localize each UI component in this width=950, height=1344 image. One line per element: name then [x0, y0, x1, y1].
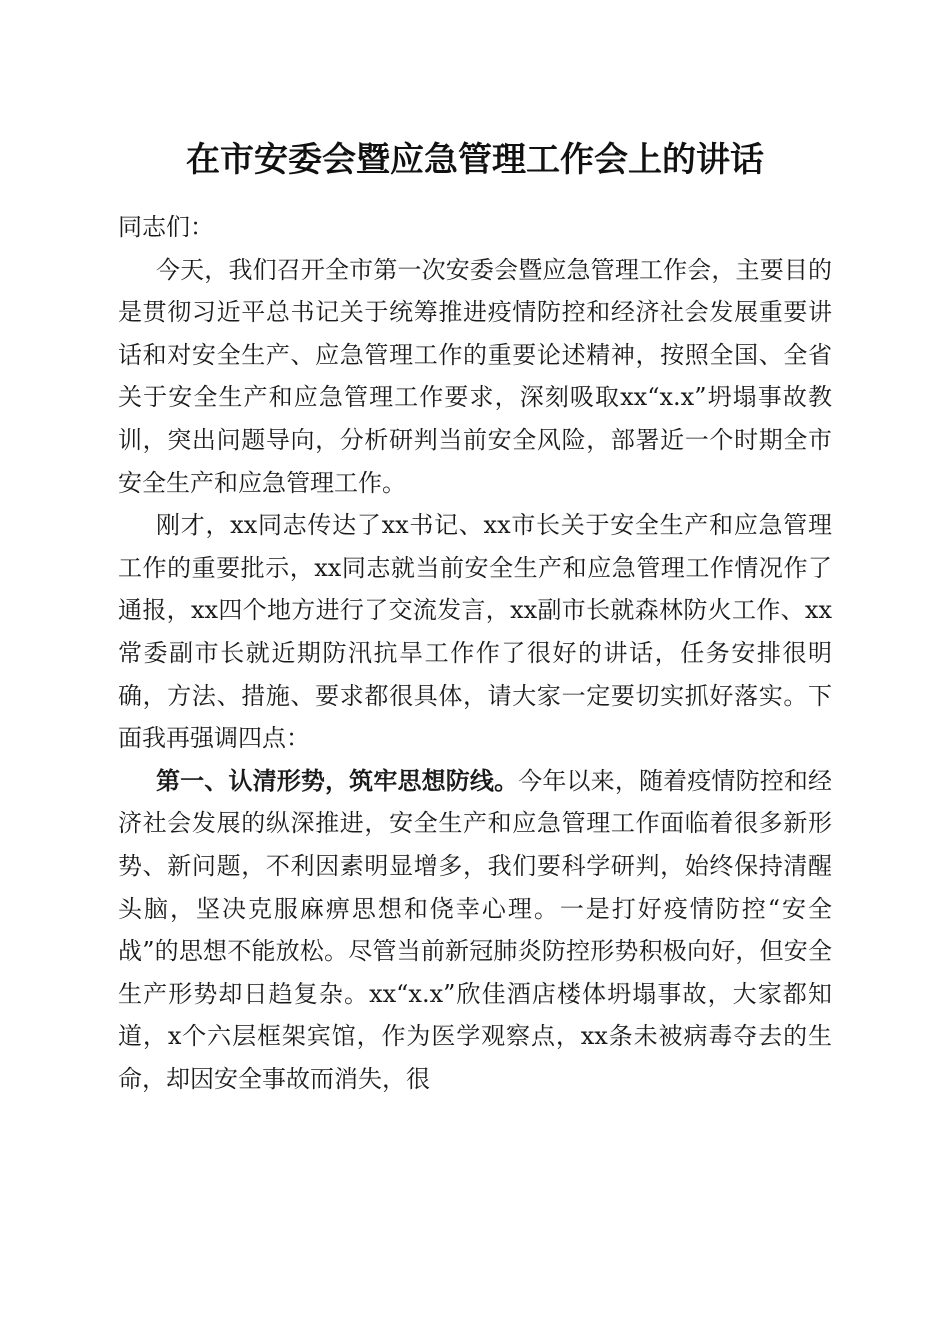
salutation: 同志们：: [118, 213, 214, 241]
paragraph-review: [118, 504, 832, 760]
paragraph-point-one-text: 今年以来，随着疫情防控和经济社会发展的纵深推进，安全生产和应急管理工作面临着很多新形势、新问题，不利因素明显增多，我们要科学研判，始终保持清醒头脑，坚决克服麻痹思想和侥幸心理。一是打好疫情防控“安全战”的思想不能放松。尽管当前新冠肺炎防控形势积极向好，但安全生产形势却日趋复杂。xx“x.x”欣佳酒店楼体坍塌事故，大家都知道，x个六层框架宾馆，作为医学观察点，xx条未被病毒夺去的生命，却因安全事故而消失，很: [118, 766, 833, 1093]
paragraph-review-text: 刚才，xx同志传达了xx书记、xx市长关于安全生产和应急管理工作的重要批示，xx同志就当前安全生产和应急管理工作情况作了通报，xx四个地方进行了交流发言，xx副市长就森林防火工作、xx常委副市长就近期防汛抗旱工作作了很好的讲话，任务安排很明确，方法、措施、要求都很具体，请大家一定要切实抓好落实。下面我再强调四点：: [118, 511, 832, 753]
paragraph-point-one-heading: 第一、认清形势，筑牢思想防线。: [156, 765, 519, 795]
paragraph-opening-text: 今天，我们召开全市第一次安委会暨应急管理工作会，主要目的是贯彻习近平总书记关于统筹推进疫情防控和经济社会发展重要讲话和对安全生产、应急管理工作的重要论述精神，按照全国、全省关于安全生产和应急管理工作要求，深刻吸取xx“x.x”坍塌事故教训，突出问题导向，分析研判当前安全风险，部署近一个时期全市安全生产和应急管理工作。: [118, 255, 832, 497]
document-title: 在市安委会暨应急管理工作会上的讲话: [186, 140, 764, 180]
paragraph-opening: [118, 249, 832, 505]
document-body: [118, 206, 832, 1100]
paragraph-point-one: [118, 760, 832, 1101]
